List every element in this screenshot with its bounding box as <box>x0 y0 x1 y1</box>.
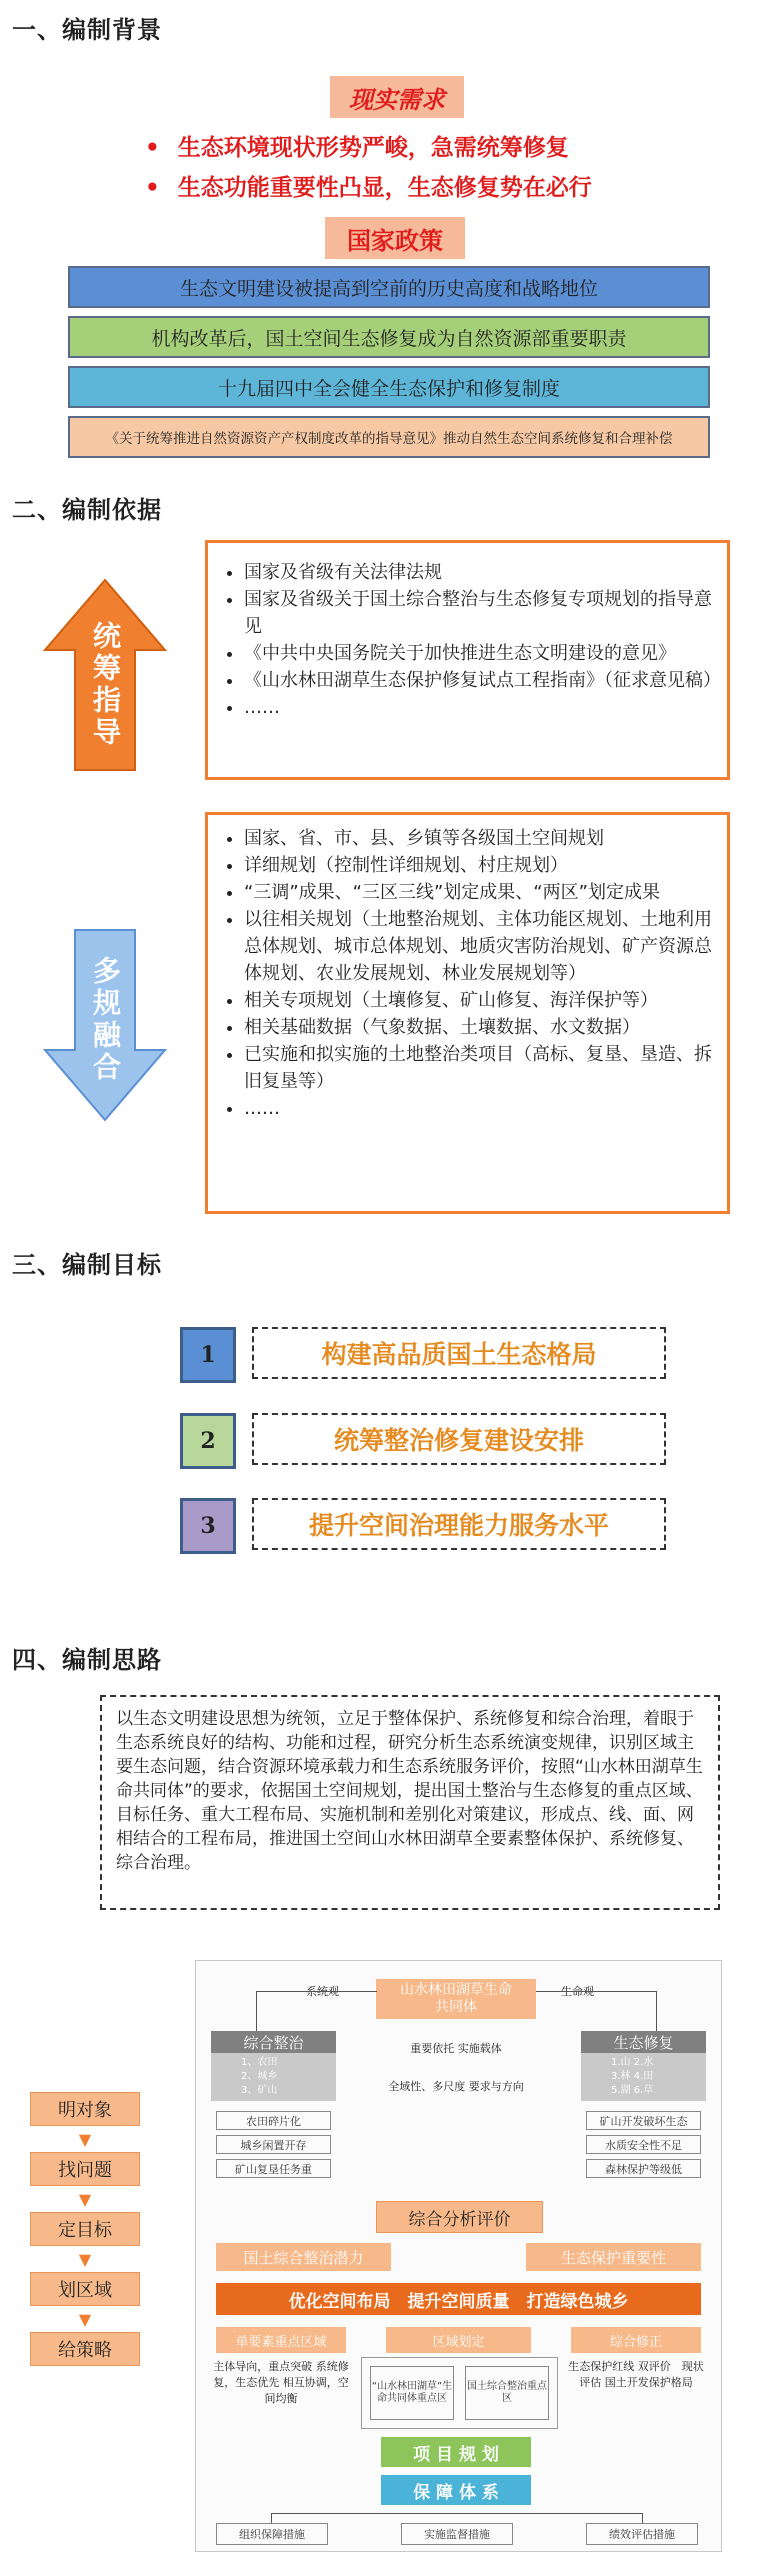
reality-title: 现实需求 <box>349 85 445 114</box>
approach-paragraph: 以生态文明建设思想为统领，立足于整体保护、系统修复和综合治理，着眼于生态系统良好的结构、功能和过程，研究分析生态系统演变规律，识别区域主要生态问题，结合资源环境承载力和生态系统服务评价，按照“山水林田湖草生命共同体”的要求，依据国土空间规划，提出国土整治与生态修复的重点区域、目标任务、重大工程布局、实施机制和差别化对策建议，形成点、线、面、网相结合的工程布局，推进国土空间山水林田湖草全要素整体保护、系统修复、综合治理。 <box>100 1695 720 1910</box>
diagram-right-view: 生命观 <box>561 1985 594 1998</box>
step-arrow-icon: ▼ <box>78 2189 92 2209</box>
diagram-top: 山水林田湖草生命共同体 <box>376 1979 536 2019</box>
list-item: • 详细规划（控制性详细规划、村庄规划） <box>244 852 713 879</box>
goal-number-3: 3 <box>180 1498 236 1554</box>
diagram-measure: 实施监督措施 <box>401 2523 513 2545</box>
basis-list-integration <box>222 825 713 1122</box>
list-item: • 国家及省级有关法律法规 <box>244 559 713 586</box>
policy-item-4: 《关于统筹推进自然资源资产产权制度改革的指导意见》推动自然生态空间系统修复和合理补偿 <box>68 416 710 458</box>
diagram-mid-b: 国土综合整治重点区 <box>465 2366 549 2420</box>
connector-left <box>256 1991 377 2032</box>
diagram-right-item: 3.林 4.田 <box>611 2071 654 2082</box>
diagram-measure: 绩效评估措施 <box>586 2523 698 2545</box>
list-item: • …… <box>244 694 713 721</box>
list-item: • 国家及省级关于国土综合整治与生态修复专项规划的指导意见 <box>244 586 713 640</box>
section-heading-goals: 三、编制目标 <box>12 1251 162 1279</box>
diagram-right-sub <box>586 2111 701 2178</box>
diagram-left-item: 1、农田 <box>241 2057 278 2068</box>
policy-title-box <box>325 217 465 259</box>
goal-number-2: 2 <box>180 1413 236 1469</box>
step-item: 定目标 <box>30 2212 140 2246</box>
list-item: • …… <box>244 1095 713 1122</box>
step-item: 找问题 <box>30 2152 140 2186</box>
basis-box-guidance <box>205 540 730 780</box>
list-item: • “三调”成果、“三区三线”划定成果、“两区”划定成果 <box>244 879 713 906</box>
diagram-left-view: 系统观 <box>306 1985 339 1998</box>
diagram-left-text: 主体导向，重点突破 系统修复，生态优先 相互协调，空间均衡 <box>213 2360 349 2405</box>
diagram-left-sub <box>216 2111 331 2178</box>
diagram-left-sub-item: 矿山复垦任务重 <box>216 2159 331 2178</box>
diagram-mid-frame <box>361 2357 558 2429</box>
basis-list-guidance <box>222 559 721 721</box>
list-item: • 国家、省、市、县、乡镇等各级国土空间规划 <box>244 825 713 852</box>
diagram-right-item: 5.湖 6.草 <box>611 2085 654 2096</box>
diagram-center-a: 重要依托 实施载体 <box>410 2041 502 2055</box>
reality-item: • 生态环境现状形势严峻，急需统筹修复 <box>145 135 569 161</box>
diagram-left-sub-item: 城乡闲置开存 <box>216 2135 331 2154</box>
list-item: • 以往相关规划（土地整治规划、主体功能区规划、土地利用总体规划、城市总体规划、地质灾害防治规划、矿产资源总体规划、农业发展规划、林业发展规划等） <box>244 906 713 987</box>
policy-item-3: 十九届四中全会健全生态保护和修复制度 <box>68 366 710 408</box>
diagram-region-mid: 区域划定 <box>386 2327 531 2353</box>
policy-item-2: 机构改革后，国土空间生态修复成为自然资源部重要职责 <box>68 316 710 358</box>
goal-text-2: 统筹整治修复建设安排 <box>252 1413 666 1465</box>
diagram-right-text: 生态保护红线 双评价 现状评估 国土开发保护格局 <box>568 2360 704 2389</box>
diagram-left-item: 3、矿山 <box>241 2085 278 2096</box>
diagram-right-sub-item: 森林保护等级低 <box>586 2159 701 2178</box>
diagram-mid-a: “山水林田湖草”生命共同体重点区 <box>370 2366 454 2420</box>
reality-title-box <box>330 76 464 118</box>
diagram-left-sub-item: 农田碎片化 <box>216 2111 331 2130</box>
goal-text-1: 构建高品质国土生态格局 <box>252 1327 666 1379</box>
diagram-center-b: 全域性、多尺度 要求与方向 <box>388 2079 524 2093</box>
list-item: • 相关专项规划（土壤修复、矿山修复、海洋保护等） <box>244 987 713 1014</box>
diagram-right-sub-item: 水质安全性不足 <box>586 2135 701 2154</box>
diagram-measure: 组织保障措施 <box>216 2523 328 2545</box>
diagram-right-items <box>581 2053 706 2101</box>
reality-item: • 生态功能重要性凸显，生态修复势在必行 <box>145 175 592 201</box>
diagram-potential: 国土综合整治潜力 <box>216 2243 391 2271</box>
diagram-left-head: 综合整治 <box>211 2031 336 2053</box>
diagram-right-sub-item: 矿山开发破坏生态 <box>586 2111 701 2130</box>
step-item: 明对象 <box>30 2092 140 2126</box>
goal-text-3: 提升空间治理能力服务水平 <box>252 1498 666 1550</box>
section-heading-background: 一、编制背景 <box>12 16 162 44</box>
step-arrow-icon: ▼ <box>78 2129 92 2149</box>
policy-item-1: 生态文明建设被提高到空前的历史高度和战略地位 <box>68 266 710 308</box>
diagram-importance: 生态保护重要性 <box>526 2243 701 2271</box>
section-heading-basis: 二、编制依据 <box>12 496 162 524</box>
diagram-region-left: 单要素重点区域 <box>216 2327 346 2353</box>
approach-diagram <box>195 1960 722 2552</box>
step-item: 划区域 <box>30 2272 140 2306</box>
list-item: • 《山水林田湖草生态保护修复试点工程指南》（征求意见稿） <box>244 667 713 694</box>
arrow-label-guidance: 统筹指导 <box>89 621 122 749</box>
step-arrow-icon: ▼ <box>78 2309 92 2329</box>
diagram-left-items <box>211 2053 336 2101</box>
diagram-region-right: 综合修正 <box>571 2327 701 2353</box>
diagram-eval: 综合分析评价 <box>376 2201 543 2233</box>
policy-title: 国家政策 <box>347 226 443 255</box>
diagram-banner: 优化空间布局 提升空间质量 打造绿色城乡 <box>216 2283 701 2315</box>
goal-number-1: 1 <box>180 1327 236 1383</box>
list-item: • 《中共中央国务院关于加快推进生态文明建设的意见》 <box>244 640 713 667</box>
steps-column <box>30 2092 140 2366</box>
list-item: • 已实施和拟实施的土地整治类项目（高标、复垦、垦造、拆旧复垦等） <box>244 1041 713 1095</box>
diagram-left-item: 2、城乡 <box>241 2071 278 2082</box>
step-item: 给策略 <box>30 2332 140 2366</box>
section-heading-approach: 四、编制思路 <box>12 1646 162 1674</box>
step-arrow-icon: ▼ <box>78 2249 92 2269</box>
arrow-label-integration: 多规融合 <box>89 956 122 1084</box>
connector-right <box>536 1991 657 2032</box>
basis-box-integration <box>205 812 730 1214</box>
diagram-guarantee: 保 障 体 系 <box>381 2475 531 2505</box>
reality-list <box>145 128 592 208</box>
diagram-project: 项 目 规 划 <box>381 2437 531 2467</box>
diagram-right-head: 生态修复 <box>581 2031 706 2053</box>
diagram-right-item: 1.山 2.水 <box>611 2057 654 2068</box>
list-item: • 相关基础数据（气象数据、土壤数据、水文数据） <box>244 1014 713 1041</box>
